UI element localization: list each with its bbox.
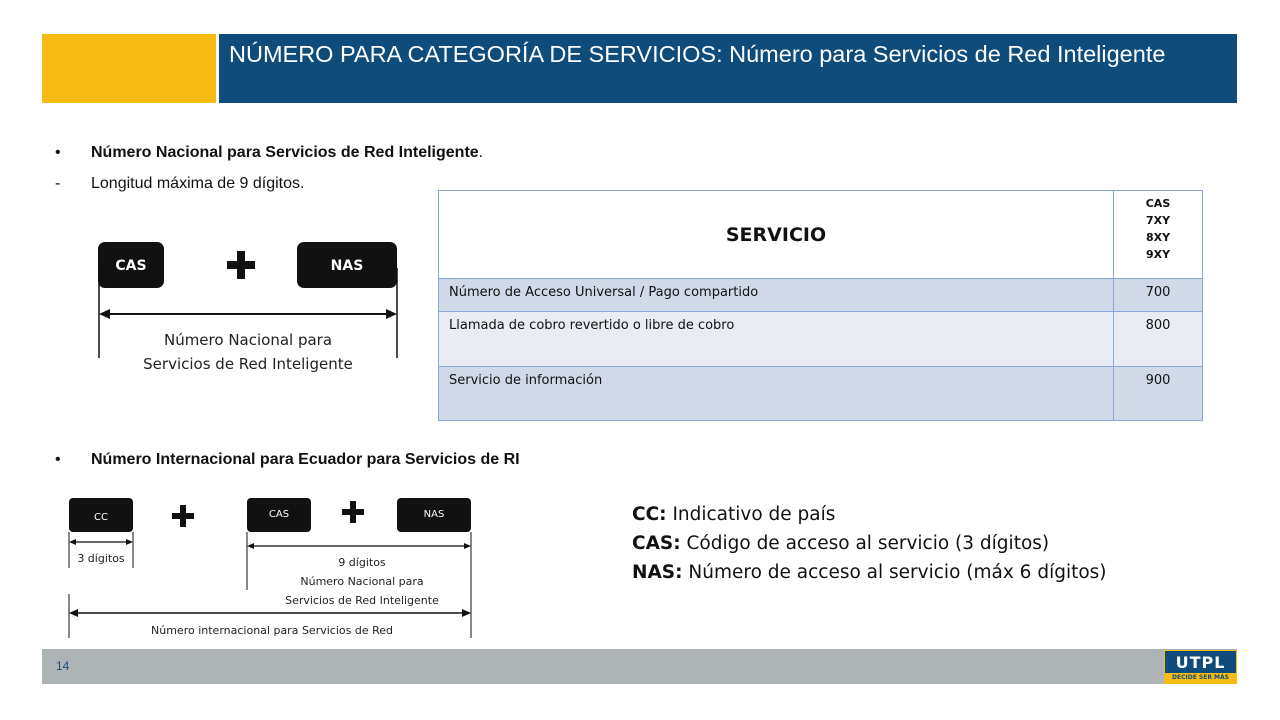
cc-box-label: CC [94,512,108,523]
header-code: CAS [1145,197,1171,210]
code-cell: 800 [1114,312,1203,367]
cc-label: 3 dígitos [77,552,125,565]
logo-text: UTPL [1175,653,1226,672]
page-title: NÚMERO PARA CATEGORÍA DE SERVICIOS: Número para Servicios de Red Inteligente [229,41,1166,67]
plus-icon [227,251,255,279]
legend [632,500,1107,587]
page-number: 14 [56,659,70,673]
services-table [438,190,1203,421]
header-codes [1114,191,1203,279]
national-label-line1: Número Nacional para [163,331,333,349]
logo-tagline: DECIDE SER MÁS [1172,674,1229,681]
legend-cas-value: Código de acceso al servicio (3 dígitos) [680,533,1050,554]
nas-label-line1: 9 dígitos [338,556,386,569]
plus-icon [342,501,364,523]
international-number-diagram [60,490,540,650]
service-cell: Llamada de cobro revertido o libre de cobro [439,312,1114,367]
nas-box-label: NAS [330,258,364,274]
legend-nas-key: NAS: [632,562,683,583]
legend-nas-value: Número de acceso al servicio (máx 6 dígitos) [682,562,1107,583]
arrow-head-left [69,609,78,617]
nas-label-line2: Número Nacional para [300,575,424,588]
table-row [439,312,1203,367]
code-cell: 900 [1114,367,1203,421]
nas-box-label: NAS [423,509,445,520]
legend-nas [632,558,1107,587]
legend-cas-key: CAS: [632,533,681,554]
header-service: SERVICIO [439,191,1114,279]
international-title-text: Número Internacional para Ecuador para Servicios de RI [91,451,520,468]
arrow-head-left [99,309,110,319]
plus-icon [172,505,194,527]
arrow-head-right [386,309,397,319]
arrow-head-right [464,543,471,549]
national-title-text: Número Nacional para Servicios de Red Inteligente [91,144,479,161]
cas-box-label: CAS [115,258,147,274]
table-header-row [439,191,1203,279]
legend-cc-key: CC: [632,504,667,525]
footer-bar [42,649,1237,684]
national-length-text: Longitud máxima de 9 dígitos. [91,175,305,192]
nas-label-line3: Servicios de Red Inteligente [285,594,439,607]
code-cell: 700 [1114,279,1203,312]
table-row [439,279,1203,312]
bullet-mark: • [55,451,61,468]
header-code: 9XY [1145,248,1171,261]
table-row [439,367,1203,421]
arrow-head-left [69,539,76,545]
utpl-logo [1164,650,1237,684]
arrow-head-right [462,609,471,617]
legend-cc-value: Indicativo de país [666,504,836,525]
total-label: Número internacional para Servicios de Red [151,624,393,637]
legend-cc [632,500,1107,529]
header-code: 8XY [1145,231,1171,244]
bullet-mark: • [55,144,61,161]
national-label-line2: Servicios de Red Inteligente [143,355,353,373]
arrow-head-right [126,539,133,545]
service-cell: Número de Acceso Universal / Pago compartido [439,279,1114,312]
header-code: 7XY [1145,214,1171,227]
arrow-head-left [247,543,254,549]
service-cell: Servicio de información [439,367,1114,421]
cas-box-label: CAS [268,509,290,520]
national-title-suffix: . [478,144,484,161]
legend-cas [632,529,1107,558]
dash-mark: - [55,175,61,192]
